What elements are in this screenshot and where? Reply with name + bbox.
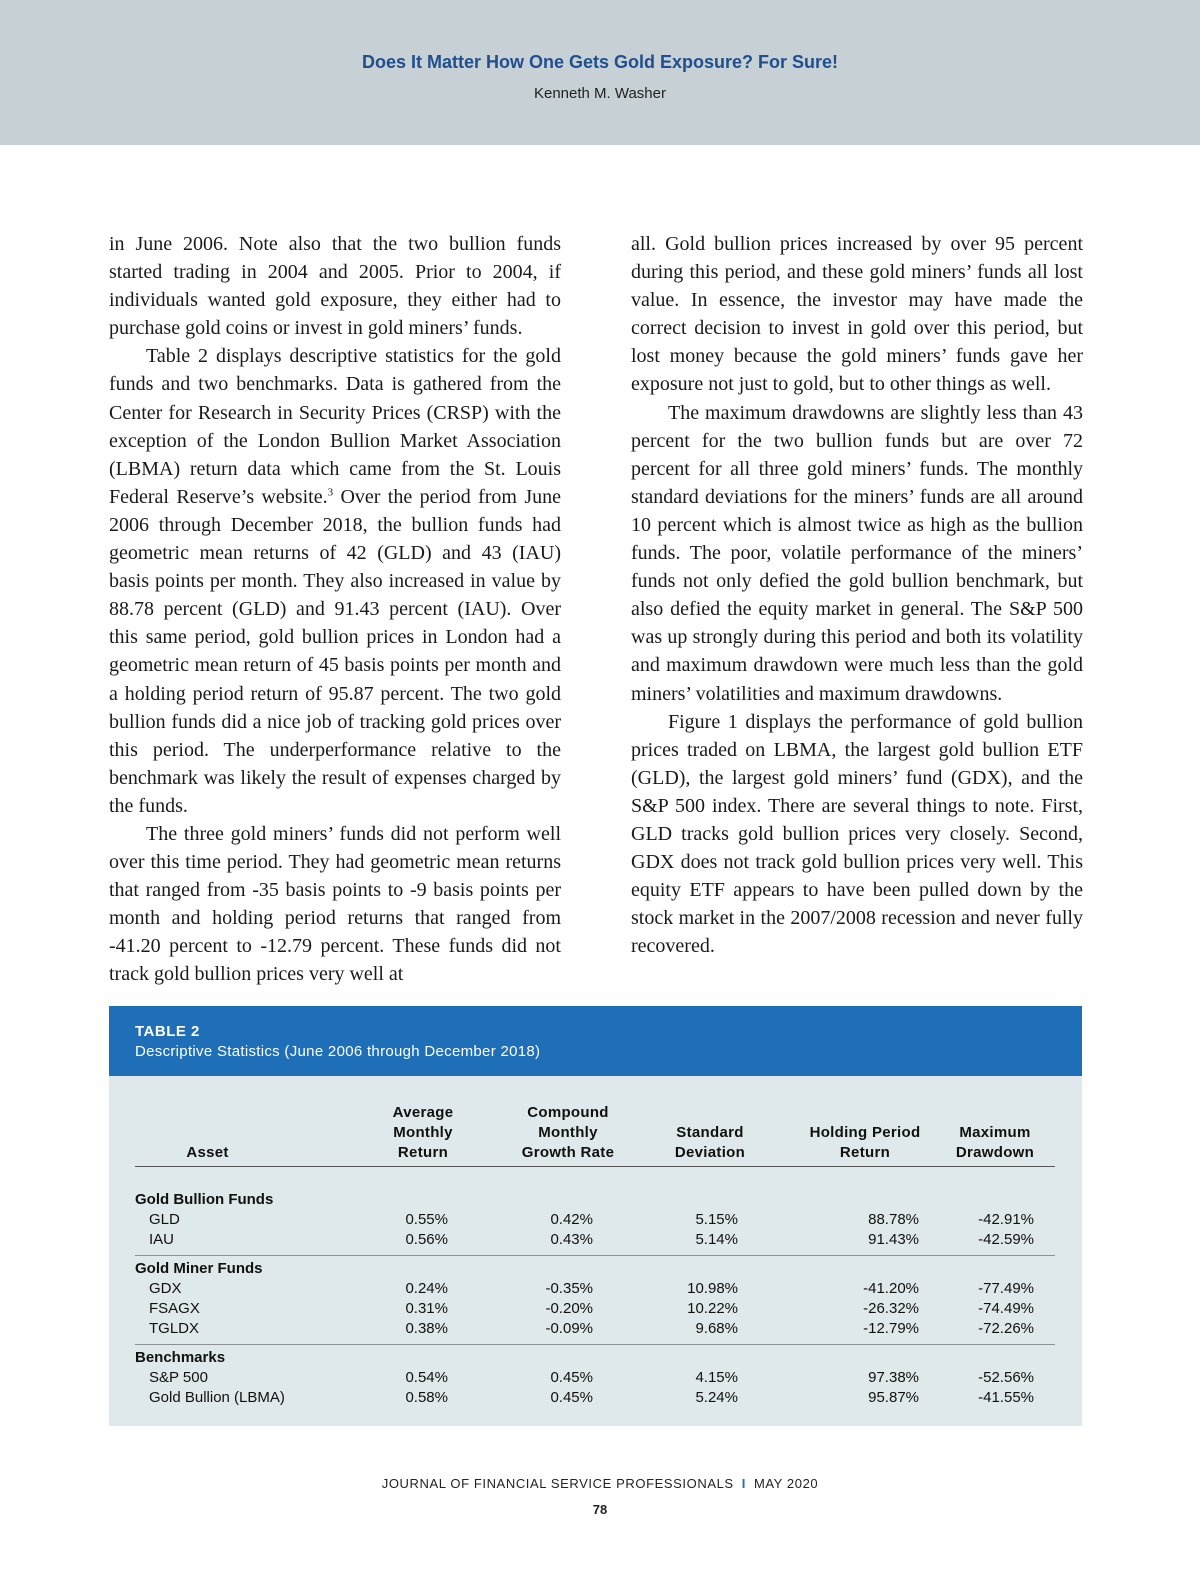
table-cell: -0.20% <box>545 1300 593 1317</box>
table-cell: -0.09% <box>545 1320 593 1337</box>
table-body <box>135 1190 1055 1408</box>
journal-name: JOURNAL OF FINANCIAL SERVICE PROFESSIONALS <box>381 1476 734 1491</box>
footnote-ref[interactable]: 3 <box>327 486 334 499</box>
paragraph-text: Over the period from June 2006 through December 2018, the bullion funds had geometric mean returns of 42 (GLD) and 43 (IAU) basis points per month. They also increased in value by 88.78 percent (GLD) and 91.43 percent (IAU). Over this same period, gold bullion prices in London had a geometric mean return of 45 basis points per month and a holding period return of 95.87 percent. The two gold bullion funds did a nice job of tracking gold prices over this period. The underperformance relative to the benchmark was likely the result of expenses charged by the funds. <box>109 485 561 817</box>
table-cell: -26.32% <box>863 1300 919 1317</box>
table-row <box>135 1299 1055 1319</box>
table-cell: -42.59% <box>978 1231 1034 1248</box>
table-cell: 5.14% <box>695 1231 738 1248</box>
asset-name: Gold Bullion (LBMA) <box>149 1389 285 1406</box>
table-cell: -42.91% <box>978 1211 1034 1228</box>
group-label: Gold Bullion Funds <box>135 1191 274 1208</box>
table-cell: 97.38% <box>868 1369 919 1386</box>
table-cell: 88.78% <box>868 1211 919 1228</box>
table-row <box>135 1279 1055 1299</box>
paragraph: Figure 1 displays the performance of gold bullion prices traded on LBMA, the largest gold bullion ETF (GLD), the largest gold miners’ fund (GDX), and the S&P 500 index. There are several things to note. First, GLD tracks gold bullion prices very closely. Second, GDX does not track gold bullion prices very well. This equity ETF appears to have been pulled down by the stock market in the 2007/2008 recession and never fully recovered. <box>631 710 1083 958</box>
issue-date: MAY 2020 <box>753 1476 819 1491</box>
table-cell: 10.22% <box>687 1300 738 1317</box>
paragraph: in June 2006. Note also that the two bullion funds started trading in 2004 and 2005. Prior to 2004, if individuals wanted gold exposure, they either had to purchase gold coins or invest in gold miners’ funds. <box>109 233 561 340</box>
group-divider <box>135 1255 1055 1256</box>
body-column-left <box>109 230 561 989</box>
table-row <box>135 1388 1055 1408</box>
table-header-row <box>135 1098 1055 1167</box>
table-cell: -41.20% <box>863 1280 919 1297</box>
table-cell: -74.49% <box>978 1300 1034 1317</box>
column-header: Standard Deviation <box>674 1124 746 1161</box>
table-cell: -52.56% <box>978 1369 1034 1386</box>
table-cell: 95.87% <box>868 1389 919 1406</box>
table-cell: 5.15% <box>695 1211 738 1228</box>
article-author: Kenneth M. Washer <box>533 85 666 102</box>
footer-separator: I <box>741 1476 746 1491</box>
table-cell: -77.49% <box>978 1280 1034 1297</box>
table-cell: 0.38% <box>405 1320 448 1337</box>
table-cell: 0.56% <box>405 1231 448 1248</box>
table-cell: 0.42% <box>550 1211 593 1228</box>
table-cell: 10.98% <box>687 1280 738 1297</box>
table-cell: 0.45% <box>550 1369 593 1386</box>
table-cell: 5.24% <box>695 1389 738 1406</box>
table-cell: -0.35% <box>545 1280 593 1297</box>
asset-name: IAU <box>149 1231 175 1248</box>
paragraph <box>109 342 561 820</box>
table-cell: 91.43% <box>868 1231 919 1248</box>
footer-journal <box>0 1476 1200 1491</box>
group-divider <box>135 1344 1055 1345</box>
page-number: 78 <box>592 1502 608 1517</box>
paragraph: all. Gold bullion prices increased by over 95 percent during this period, and these gold miners’ funds all lost value. In essence, the investor may have made the correct decision to invest in gold over this period, but lost money because the gold miners’ funds gave her exposure not just to gold, but to other things as well. <box>631 233 1083 396</box>
statistics-table <box>135 1098 1055 1408</box>
table-cell: 0.54% <box>405 1369 448 1386</box>
table-cell: 0.45% <box>550 1389 593 1406</box>
column-header: Maximum Drawdown <box>955 1124 1035 1161</box>
table-cell: 0.43% <box>550 1231 593 1248</box>
column-header: Compound Monthly Growth Rate <box>521 1104 615 1161</box>
table-cell: 0.55% <box>405 1211 448 1228</box>
article-title: Does It Matter How One Gets Gold Exposure? For Sure! <box>361 52 839 72</box>
table-2 <box>109 1006 1082 1426</box>
body-column-right <box>631 230 1083 960</box>
paragraph: The maximum drawdowns are slightly less than 43 percent for the two bullion funds but are over 72 percent for all three gold miners’ funds. The monthly standard deviations for the miners’ funds are all around 10 percent which is almost twice as high as the bullion funds. The poor, volatile performance of the miners’ funds not only defied the gold bullion benchmark, but also defied the equity market in general. The S&P 500 was up strongly during this period and both its volatility and maximum drawdown were much less than the gold miners’ volatilities and maximum drawdowns. <box>631 401 1083 705</box>
column-header: Holding Period Return <box>809 1124 921 1161</box>
paragraph-text: Table 2 displays descriptive statistics for the gold funds and two benchmarks. Data is gathered from the Center for Research in Security Prices (CRSP) with the exception of the London Bullion Market Association (LBMA) return data which came from the St. Louis Federal Reserve’s website. <box>109 345 561 508</box>
table-cell: 4.15% <box>695 1369 738 1386</box>
table-row <box>135 1210 1055 1230</box>
table-cell: -41.55% <box>978 1389 1034 1406</box>
table-caption: Descriptive Statistics (June 2006 through December 2018) <box>135 1043 541 1060</box>
table-cell: -72.26% <box>978 1320 1034 1337</box>
asset-name: TGLDX <box>149 1320 200 1337</box>
column-header: Asset <box>186 1144 229 1161</box>
table-cell: 9.68% <box>695 1320 738 1337</box>
table-header-band <box>109 1006 1082 1076</box>
table-row <box>135 1319 1055 1339</box>
table-cell: 0.24% <box>405 1280 448 1297</box>
table-row <box>135 1368 1055 1388</box>
group-label: Benchmarks <box>135 1349 226 1366</box>
table-cell: 0.31% <box>405 1300 448 1317</box>
column-header: Average Monthly Return <box>392 1104 454 1161</box>
asset-name: FSAGX <box>149 1300 200 1317</box>
asset-name: GDX <box>149 1280 182 1297</box>
table-label: TABLE 2 <box>135 1023 200 1040</box>
table-cell: -12.79% <box>863 1320 919 1337</box>
asset-name: S&P 500 <box>149 1369 208 1386</box>
asset-name: GLD <box>149 1211 180 1228</box>
group-label: Gold Miner Funds <box>135 1260 263 1277</box>
table-cell: 0.58% <box>405 1389 448 1406</box>
paragraph: The three gold miners’ funds did not perform well over this time period. They had geometric mean returns that ranged from -35 basis points to -9 basis points per month and holding period returns that ranged from -41.20 percent to -12.79 percent. These funds did not track gold bullion prices very well at <box>109 822 561 986</box>
table-row <box>135 1230 1055 1250</box>
